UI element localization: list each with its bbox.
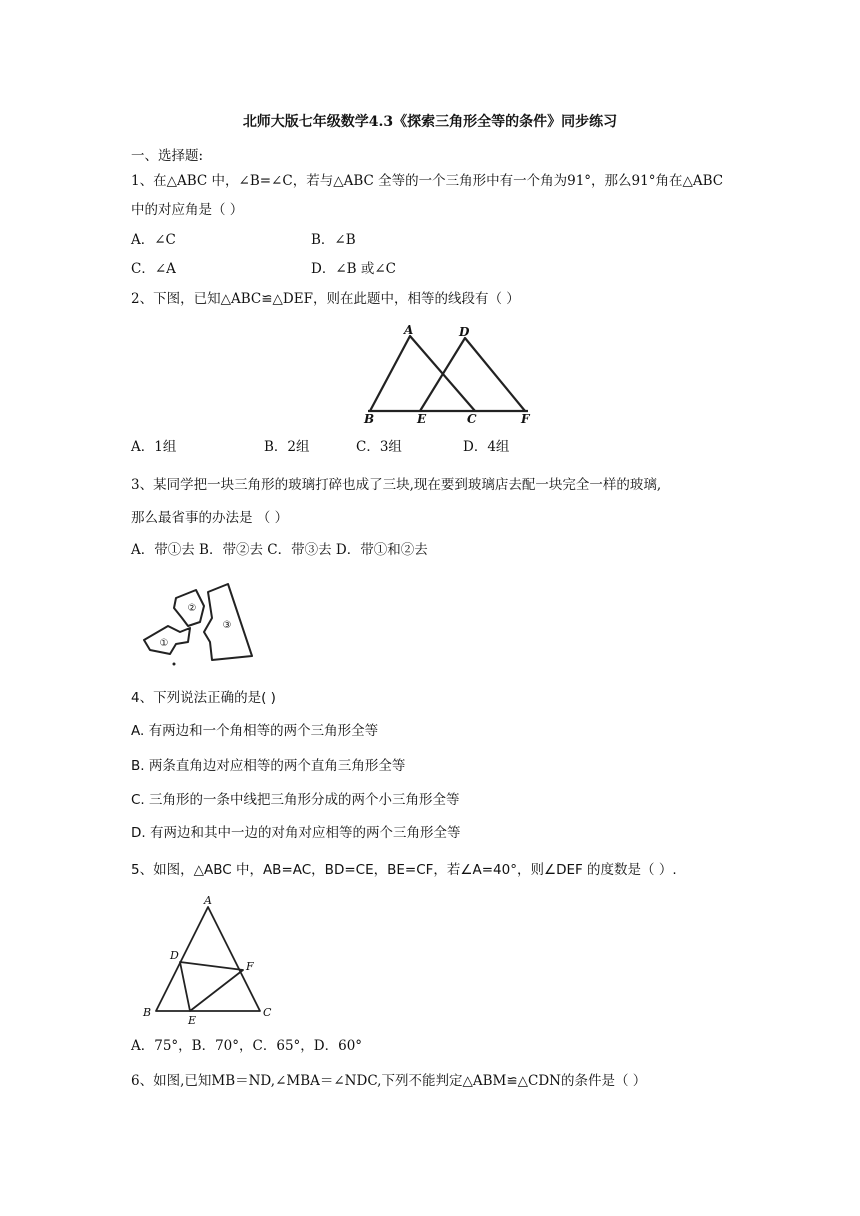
piece-3-label: ③ [222, 620, 232, 631]
section-heading: 一、选择题: [131, 148, 204, 164]
q4-option-b: B. 两条直角边对应相等的两个直角三角形全等 [131, 758, 406, 774]
q5-options: A．75°，B．70°，C．65°，D．60° [131, 1038, 363, 1054]
page-title: 北师大版七年级数学4.3《探索三角形全等的条件》同步练习 [242, 114, 618, 130]
q2-stem: 2、下图，已知△ABC≌△DEF，则在此题中，相等的线段有（ ） [131, 291, 520, 307]
q5-stem: 5、如图，△ABC 中，AB=AC，BD=CE，BE=CF，若∠A=40°，则∠DEF 的度数是（ ）. [131, 862, 677, 878]
q1-stem-line2: 中的对应角是（ ） [131, 202, 244, 218]
label-e: E [188, 1014, 197, 1027]
label-b: B [143, 1006, 152, 1019]
q4-option-d: D. 有两边和其中一边的对角对应相等的两个三角形全等 [131, 825, 461, 841]
label-d: D [459, 325, 470, 339]
piece-2-label: ② [187, 603, 197, 614]
q4-option-c: C. 三角形的一条中线把三角形分成的两个小三角形全等 [131, 792, 460, 808]
label-d: D [170, 949, 179, 962]
q1-option-c: C．∠A [131, 261, 176, 277]
q1-stem-line1: 1、在△ABC 中，∠B=∠C，若与△ABC 全等的一个三角形中有一个角为91°，那么91°角在△ABC [131, 173, 724, 189]
q3-broken-glass-figure [140, 580, 260, 670]
q3-options: A．带①去 B．带②去 C．带③去 D．带①和②去 [131, 542, 428, 558]
q5-triangle-figure [138, 892, 278, 1032]
q6-stem: 6、如图,已知MB＝ND,∠MBA＝∠NDC,下列不能判定△ABM≌△CDN的条件是（ ） [131, 1073, 647, 1089]
label-c: C [263, 1006, 272, 1019]
label-f: F [246, 960, 254, 973]
q2-option-d: D．4组 [463, 439, 510, 455]
q1-option-b: B．∠B [311, 232, 356, 248]
q2-option-b: B．2组 [264, 439, 310, 455]
label-e: E [417, 412, 427, 426]
q1-option-a: A．∠C [131, 232, 176, 248]
q2-option-c: C．3组 [356, 439, 402, 455]
q3-stem-line2: 那么最省事的办法是 （ ） [131, 510, 289, 526]
label-f: F [521, 412, 530, 426]
q4-option-a: A. 有两边和一个角相等的两个三角形全等 [131, 723, 379, 739]
q4-stem: 4、下列说法正确的是( ) [131, 690, 276, 706]
q2-option-a: A．1组 [131, 439, 177, 455]
label-a: A [204, 894, 212, 907]
triangle-def [180, 962, 243, 1011]
glass-shard-dot [173, 663, 176, 666]
label-b: B [364, 412, 375, 426]
label-a: A [404, 323, 414, 337]
q3-stem-line1: 3、某同学把一块三角形的玻璃打碎也成了三块,现在要到玻璃店去配一块完全一样的玻璃, [131, 477, 662, 493]
q1-option-d: D．∠B 或∠C [311, 261, 396, 277]
q2-triangle-figure [360, 322, 540, 428]
label-c: C [467, 412, 477, 426]
triangle-def [420, 338, 525, 411]
piece-1-label: ① [159, 638, 169, 649]
